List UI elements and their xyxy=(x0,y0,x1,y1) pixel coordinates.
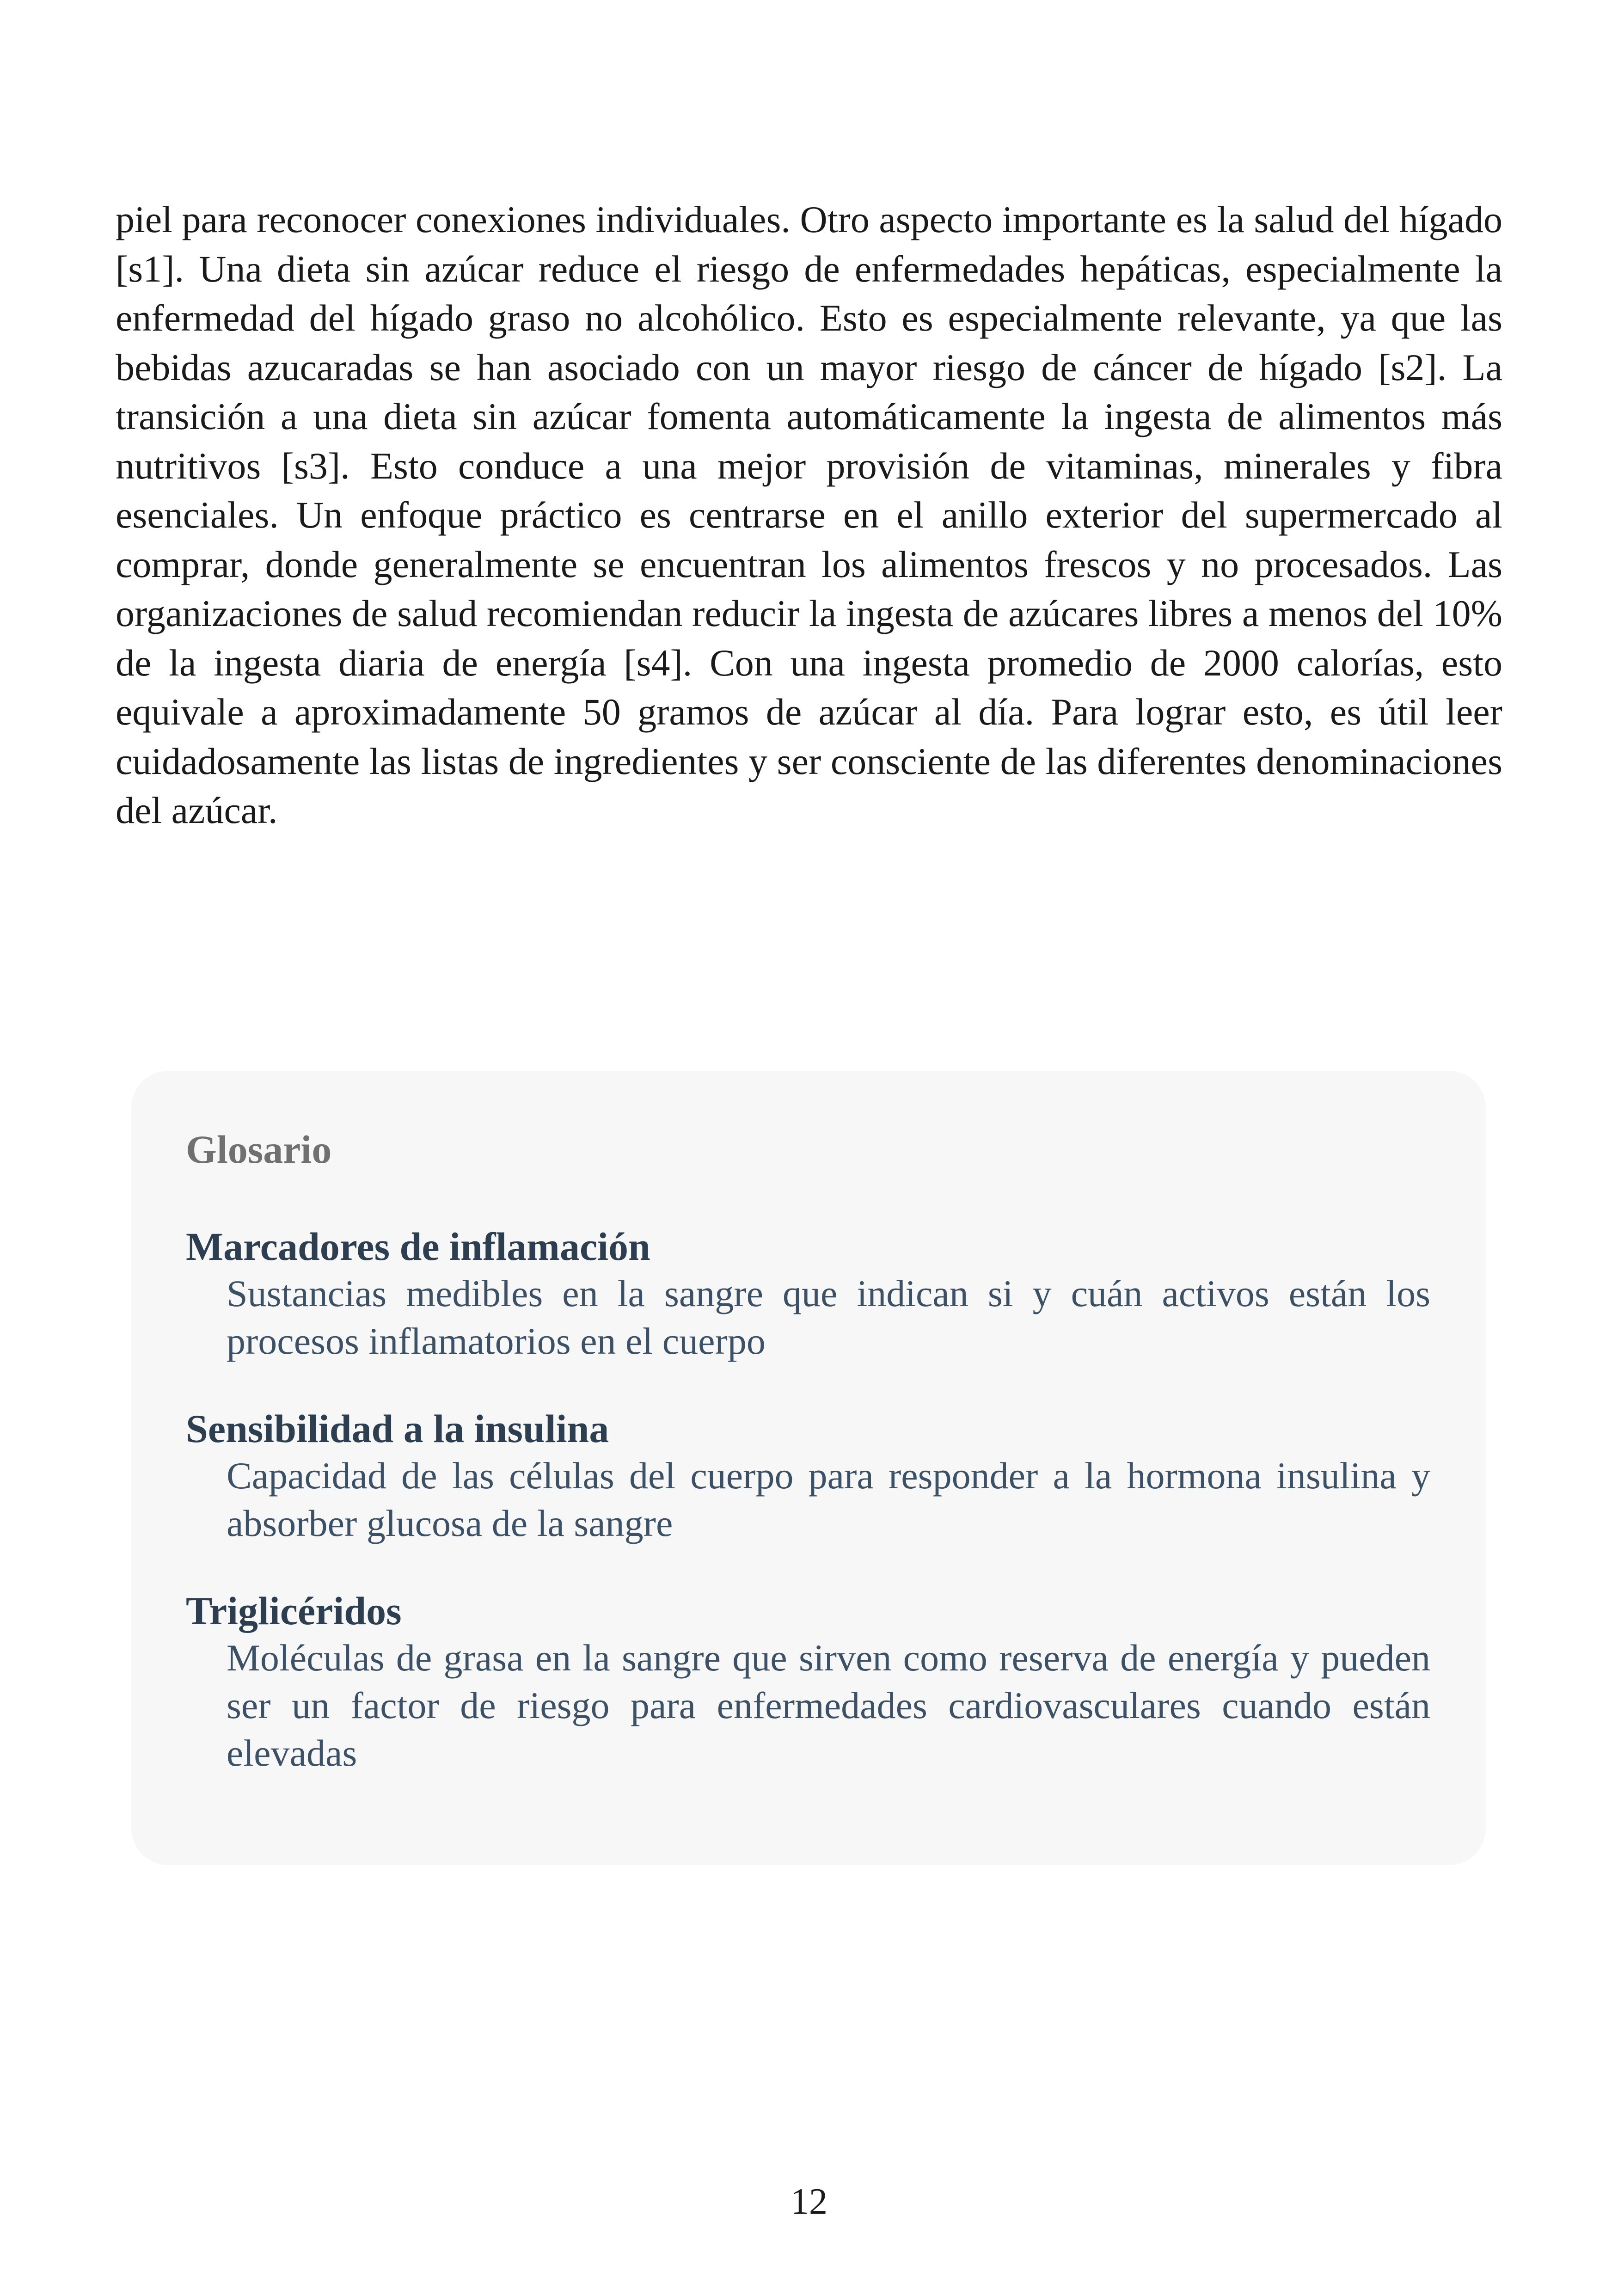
glossary-definition: Moléculas de grasa en la sangre que sirven como reserva de energía y pueden ser un factor de riesgo para enfermedades cardiovasculares cuando están elevadas xyxy=(227,1637,1430,1774)
glossary-term: Marcadores de inflamación xyxy=(186,1224,650,1269)
glossary-definition: Capacidad de las células del cuerpo para responder a la hormona insulina y absorber glucosa de la sangre xyxy=(227,1455,1430,1544)
glossary-box xyxy=(131,1071,1486,1865)
glossary-term: Triglicéridos xyxy=(186,1589,402,1633)
page-number: 12 xyxy=(791,2181,827,2222)
body-text xyxy=(116,195,1502,835)
glossary-entry xyxy=(186,1588,1430,1777)
glossary-entry xyxy=(186,1223,1430,1365)
glossary-entry xyxy=(186,1406,1430,1547)
glossary-title: Glosario xyxy=(186,1127,332,1172)
glossary-term: Sensibilidad a la insulina xyxy=(186,1406,609,1451)
body-paragraph: piel para reconocer conexiones individuales. Otro aspecto importante es la salud del hígado [s1]. Una dieta sin azúcar reduce el riesgo de enfermedades hepáticas, especialmente la enfermedad del hígado graso no alcohólico. Esto es especialmente relevante, ya que las bebidas azucaradas se han asociado con un mayor riesgo de cáncer de hígado [s2]. La transición a una dieta sin azúcar fomenta automáticamente la ingesta de alimentos más nutritivos [s3]. Esto conduce a una mejor provisión de vitaminas, minerales y fibra esenciales. Un enfoque práctico es centrarse en el anillo exterior del supermercado al comprar, donde generalmente se encuentran los alimentos frescos y no procesados. Las organizaciones de salud recomiendan reducir la ingesta de azúcares libres a menos del 10% de la ingesta diaria de energía [s4]. Con una ingesta promedio de 2000 calorías, esto equivale a aproximadamente 50 gramos de azúcar al día. Para lograr esto, es útil leer cuidadosamente las listas de ingredientes y ser consciente de las diferentes denominaciones del azúcar. xyxy=(116,198,1502,831)
glossary-definition: Sustancias medibles en la sangre que indican si y cuán activos están los procesos inflamatorios en el cuerpo xyxy=(227,1272,1430,1362)
